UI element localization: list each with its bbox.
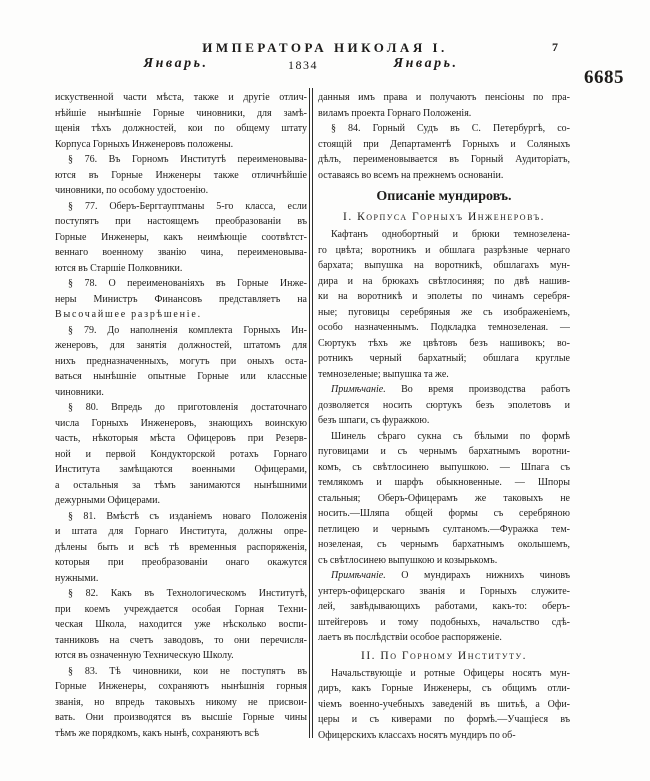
month-header-right: Январь. [393, 56, 459, 71]
text-line: ротникъ черный бархатный; обшлага круглые [318, 353, 570, 364]
text-line: нозеленая, съ чернымъ бархатнымъ околышемъ, [318, 539, 570, 550]
text-line: Горные Инженеры, сохраняютъ нынѣшнія горныя [55, 681, 307, 692]
paragraph [318, 121, 570, 183]
text-line: часть, нѣкоторыя мѣста Офицеровъ при Резерв- [55, 433, 307, 444]
paragraph [55, 400, 307, 509]
text-line: ются въ Горные Инженеры также отличнѣйшіе [55, 169, 307, 181]
text-line: темнозеленые; выпушка та же. [318, 368, 449, 380]
text-line: ческая Школа, находится уже нѣсколько воспи- [55, 619, 307, 630]
text-line: дѣлъ, переименовывается въ Горный Аудиторіатъ, [318, 154, 570, 165]
text-line: веннаго военному званію чина, переименовыва- [55, 247, 307, 258]
text-line: го цвѣта; воротникъ и обшлага разрѣзные чернаго [318, 244, 570, 256]
text-line: носить.—Шляпа общей формы съ серебряною [318, 508, 570, 519]
paragraph [318, 429, 570, 569]
text-line: Примѣчаніе. О мундирахъ нижнихъ чиновъ [331, 570, 570, 581]
text-line: неры Министръ Финансовъ представляетъ на [55, 293, 307, 305]
text-line: Сюртукъ тѣхъ же цвѣтовъ безъ нашивокъ; во- [318, 337, 570, 349]
text-line: § 79. До наполненія комплекта Горныхъ Ин- [68, 324, 307, 336]
text-line: особо назначеннымъ. Подкладка темнозеленая. — [318, 322, 570, 333]
text-line: чиновники, по особому удостоенію. [55, 185, 209, 196]
text-line: унтеръ-офицерскаго званія и Горныхъ служите- [318, 585, 570, 597]
text-line: Шинель сѣраго сукна съ бѣлыми по формѣ [331, 430, 570, 442]
page-number: 7 [552, 40, 558, 54]
text-line: при коемъ учреждается особая Горная Техни- [55, 603, 307, 615]
text-line: чиновники. [55, 386, 104, 398]
note-lead: Примѣчаніе. [331, 570, 402, 581]
text-line: Института замѣщаются военными Офицерами, [55, 464, 307, 475]
text-line: нѣйшіе нынѣшніе Горные чиновники, для замѣ- [55, 107, 307, 119]
text-line: поступятъ при настоящемъ преобразованіи въ [55, 216, 307, 227]
text-line: стоящій при Департаментѣ Горныхъ и Соляныхъ [318, 138, 570, 150]
sub-section-heading: I. Корпуса Горныхъ Инженеровъ. [343, 211, 545, 223]
text-line: темлякомъ и шарфъ обыкновенные. — Шпоры [318, 477, 570, 488]
text-line: съ свѣтлосинею выпушкою и козырькомъ. [318, 554, 498, 566]
text-line: ются въ Старшіе Полковники. [55, 262, 183, 274]
text-line: лаетъ въ послѣдствіи особое распоряженіе. [318, 632, 502, 643]
paragraph [55, 152, 307, 199]
text-line: ваться нынѣшніе опытные Горные или классные [55, 371, 307, 382]
text-line: женеровъ, для занятія должностей, штатомъ для [55, 340, 307, 351]
paragraph [318, 568, 570, 646]
text-line: Горные Инженеры, какъ неимѣющіе соотвѣтст- [55, 231, 307, 243]
text-line: § 82. Какъ въ Технологическомъ Институтѣ, [68, 588, 307, 599]
text-line: штейгеровъ и тому подобныхъ, начальство сдѣ- [318, 616, 570, 628]
act-number: 6685 [584, 67, 624, 88]
text-line: Корпуса Горныхъ Инженеровъ положены. [55, 138, 234, 150]
text-line: искуственной части мѣста, также и другіе отлич- [55, 92, 307, 103]
text-line: § 77. Оберъ-Берггауптманы 5-го класса, если [68, 200, 307, 212]
paragraph [55, 509, 307, 587]
section-heading: Описаніе мундировъ. [376, 189, 512, 204]
text-line: петлицею и чернымъ султаномъ.—Фуражка тем- [318, 523, 570, 535]
text-line: званія, но впредь таковыхъ никому не присвои- [55, 696, 307, 708]
text-line: § 80. Впредь до приготовленія достаточнаго [68, 402, 307, 413]
text-line: тѣмъ же порядкомъ, какъ нынѣ, сохраняютъ всѣ [55, 727, 260, 739]
text-line: а остальныя за тѣмъ занимаются нынѣшними [55, 479, 307, 491]
paragraph [318, 382, 570, 429]
text-line: нужными. [55, 572, 99, 584]
text-line: § 81. Вмѣстѣ съ изданіемъ новаго Положенія [68, 510, 307, 522]
text-line: § 83. Тѣ чиновники, кои не поступятъ въ [68, 665, 307, 677]
text-line: Высочайшее разрѣшеніе. [55, 309, 202, 320]
paragraph [318, 227, 570, 382]
text-line: Кафтанъ однобортный и брюки темнозелена- [331, 229, 570, 240]
text-line: ки на воротникѣ и эполеты по чинамъ серебря- [318, 291, 570, 302]
text-line: нихъ предназначенныхъ, могутъ при оныхъ оста- [55, 355, 307, 367]
paragraph [55, 323, 307, 401]
text-line: пуговицами и съ чернымъ бархатнымъ воротни- [318, 446, 570, 457]
paragraph [55, 586, 307, 664]
text-line: лей, завѣдывающихъ работами, какъ-то: оберъ- [318, 601, 570, 612]
text-line: дира и на брюкахъ свѣтлосиняя; по двѣ нашив- [318, 275, 570, 287]
text-line: стальныя; Оберъ-Офицерамъ же таковыхъ не [318, 492, 570, 504]
text-line: танниковъ на счетъ заводовъ, то они перечисля- [55, 634, 307, 646]
text-line: церы и съ киверами по формѣ.—Учащіеся въ [318, 714, 570, 725]
text-line: ются въ означенную Техническую Школу. [55, 650, 234, 661]
text-line: безъ шпаги, съ фуражкою. [318, 415, 430, 426]
note-lead: Примѣчаніе. [331, 384, 402, 395]
text-line: § 78. О переименованіяхъ въ Горные Инже- [68, 278, 307, 289]
text-line: виламъ проекта Горнаго Положенія. [318, 107, 472, 119]
paragraph [55, 276, 307, 323]
text-line: Начальствующіе и ротные Офицеры носятъ мун- [331, 667, 570, 679]
month-header-left: Январь. [143, 56, 209, 71]
text-line: данныя имъ права и получаютъ пенсіоны по пра- [318, 92, 570, 103]
paragraph [318, 90, 570, 121]
text-line: § 76. Въ Горномъ Институтѣ переименовыва- [68, 154, 307, 165]
text-line: дежурными Офицерами. [55, 495, 160, 506]
right-column [318, 90, 570, 743]
text-line: щенія тѣхъ должностей, кои по общему штату [55, 123, 307, 134]
paragraph [55, 199, 307, 277]
left-column [55, 90, 307, 741]
text-line: ные; пуговицы серебряныя же съ изображеніемъ, [318, 306, 570, 318]
text-line: и штата для Горнаго Института, должны опре- [55, 526, 307, 537]
text-line: числа Горныхъ Инженеровъ, знающихъ воинскую [55, 417, 307, 429]
text-line: вать. Они производятся въ высшіе Горные чины [55, 712, 307, 723]
text-line: Примѣчаніе. Во время производства работъ [331, 384, 570, 395]
text-line: бархата; выпушка на воротникѣ, обшлагахъ мун- [318, 260, 570, 271]
paragraph [55, 664, 307, 742]
text-line: дѣлены быть и всѣ тѣ временныя распоряженія, [55, 541, 307, 553]
paragraph [318, 666, 570, 744]
running-title: ИМПЕРАТОРА НИКОЛАЯ I. [202, 40, 448, 55]
text-line: чіемъ военно-учебныхъ заведеній въ шитьѣ, а Офи- [318, 698, 570, 710]
text-line: оставаясь во всемъ на прежнемъ основаніи. [318, 169, 504, 181]
text-line: комъ, съ свѣтлосинею выпушкою. — Шпага съ [318, 461, 570, 473]
text-line: дозволяется носить сюртукъ безъ эполетовъ и [318, 399, 570, 411]
text-line: Офицерскихъ классахъ носятъ мундиръ по об- [318, 729, 516, 741]
text-line: диръ, какъ Горные Инженеры, съ общимъ отли- [318, 683, 570, 694]
paragraph [55, 90, 307, 152]
year-header: 1834 [288, 58, 318, 72]
sub-section-heading: II. По Горному Институту. [360, 649, 527, 662]
text-line: ной и первой Кондукторской ротахъ Горнаго [55, 448, 307, 460]
text-line: § 84. Горный Судъ въ С. Петербургѣ, со- [331, 123, 570, 134]
column-divider [309, 88, 313, 738]
text-line: которыя при преобразованіи онаго окажутся [55, 557, 307, 568]
